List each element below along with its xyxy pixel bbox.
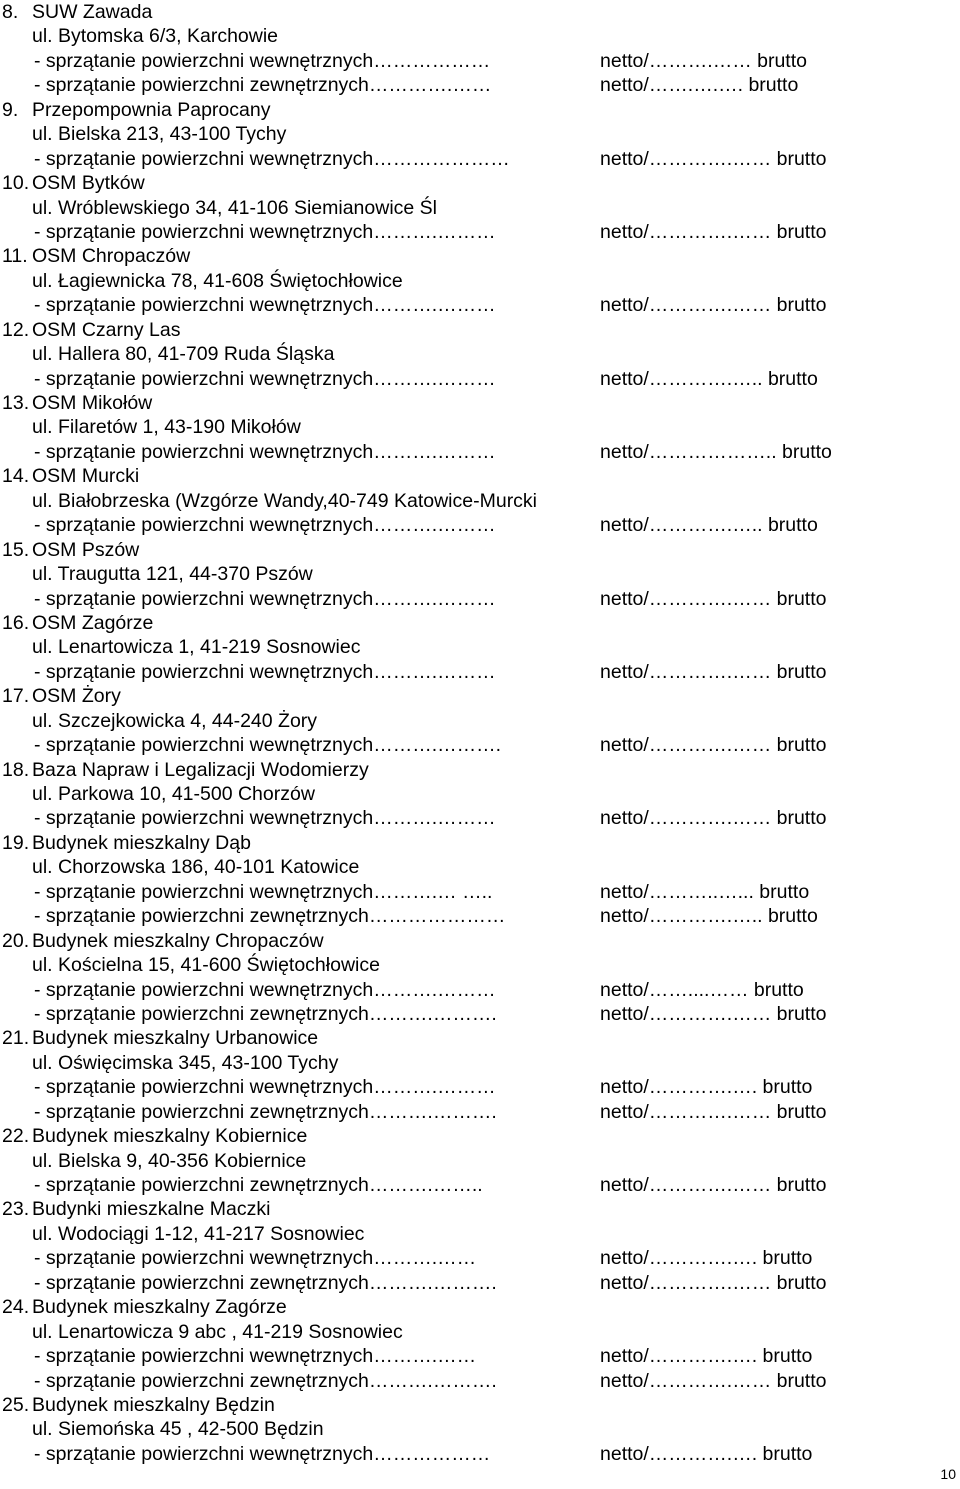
entry-address-line [0,1417,960,1441]
entry-address: ul. Kościelna 15, 41-600 Świętochłowice [32,954,380,977]
service-label: - sprzątanie powierzchni wewnętrznych……….……… [34,1076,496,1099]
service-row [0,1442,960,1466]
service-label: - sprzątanie powierzchni wewnętrznych……….… ….. [34,880,493,903]
price-field: netto/………….…… brutto [600,1369,827,1392]
entry-address-line [0,709,960,733]
entry-address: ul. Białobrzeska (Wzgórze Wandy,40-749 Katowice-Murcki [32,489,538,512]
entry-address: ul. Łagiewnicka 78, 41-608 Świętochłowice [32,269,403,292]
service-label: - sprzątanie powierzchni wewnętrznych……….……… [34,440,496,463]
entry-heading [0,0,960,24]
service-row [0,1369,960,1393]
service-row [0,1344,960,1368]
entry-name: Przepompownia Paprocany [32,98,271,121]
service-label: - sprzątanie powierzchni wewnętrznych……………… [34,49,491,72]
entry-address: ul. Chorzowska 186, 40-101 Katowice [32,856,360,879]
price-field: netto/………….…. brutto [600,1442,813,1465]
service-label: - sprzątanie powierzchni zewnętrznych………….…… [34,74,492,97]
service-label: - sprzątanie powierzchni wewnętrznych……….……… [34,807,496,830]
entry-heading [0,1393,960,1417]
entry-number: 14. [2,465,30,488]
entry-address: ul. Hallera 80, 41-709 Ruda Śląska [32,343,335,366]
entry-address: ul. Lenartowicza 9 abc , 41-219 Sosnowiec [32,1320,403,1343]
entry-number: 21. [2,1027,30,1050]
entry-heading [0,684,960,708]
price-field: netto/………….…… brutto [600,1002,827,1025]
service-label: - sprzątanie powierzchni wewnętrznych……….…… [34,1345,477,1368]
entry-number: 23. [2,1198,30,1221]
entry-name: OSM Murcki [32,465,140,488]
service-row [0,1246,960,1270]
entry-address: ul. Parkowa 10, 41-500 Chorzów [32,783,315,805]
entry-address: ul. Wróblewskiego 34, 41-106 Siemianowice Śl [32,196,438,219]
service-row [0,367,960,391]
price-field: netto/………….….. brutto [600,367,818,390]
entry-heading [0,758,960,782]
service-row [0,147,960,171]
entry-number: 8. [2,1,19,23]
entry-name: Budynki mieszkalne Maczki [32,1198,271,1221]
service-row [0,220,960,244]
entry-address: ul. Filaretów 1, 43-190 Mikołów [32,416,301,439]
entry-address: ul. Traugutta 121, 44-370 Pszów [32,563,313,586]
price-field: netto/………….…. brutto [600,1076,813,1099]
price-field: netto/………….….. brutto [600,905,818,928]
entry-name: OSM Zagórze [32,611,154,634]
service-row [0,733,960,757]
service-label: - sprzątanie powierzchni wewnętrznych……….……… [34,514,496,537]
entry-name: OSM Pszów [32,538,140,561]
entry-address-line [0,635,960,659]
service-label: - sprzątanie powierzchni wewnętrznych……….……… [34,367,496,390]
price-field: netto/………….….. brutto [600,514,818,537]
entry-address-line [0,1320,960,1344]
entry-address: ul. Szczejkowicka 4, 44-240 Żory [32,709,318,732]
entry-name: OSM Bytków [32,172,145,195]
service-row [0,880,960,904]
entry-address-line [0,342,960,366]
service-label: - sprzątanie powierzchni wewnętrznych……….……… [34,978,496,1001]
service-label: - sprzątanie powierzchni wewnętrznych……….…… [34,1247,477,1270]
entry-number: 11. [2,245,28,268]
entry-address-line [0,953,960,977]
service-row [0,49,960,73]
price-field: netto/………….…… brutto [600,147,827,170]
service-label: - sprzątanie powierzchni wewnętrznych……….……… [34,220,496,243]
entry-address: ul. Oświęcimska 345, 43-100 Tychy [32,1051,339,1074]
entry-heading [0,538,960,562]
service-label: - sprzątanie powierzchni zewnętrznych……….………. [34,1100,497,1123]
entry-number: 12. [2,318,30,341]
service-row [0,904,960,928]
entry-heading [0,318,960,342]
entry-name: Budynek mieszkalny Urbanowice [32,1027,319,1050]
entry-name: OSM Chropaczów [32,245,191,268]
service-row [0,1075,960,1099]
entry-number: 10. [2,172,30,195]
price-field: netto/………….…… brutto [600,1174,827,1196]
price-field: netto/………….…… brutto [600,807,827,830]
entry-number: 18. [2,758,30,781]
service-row [0,1002,960,1026]
service-label: - sprzątanie powierzchni wewnętrznych……….……… [34,587,496,610]
service-row [0,1271,960,1295]
entry-number: 15. [2,538,30,561]
service-label: - sprzątanie powierzchni zewnętrznych……….………. [34,1002,497,1025]
price-field: netto/………….…… brutto [600,220,827,243]
entry-number: 24. [2,1296,30,1319]
price-field: netto/……………….. brutto [600,440,832,463]
entry-heading [0,464,960,488]
entry-heading [0,929,960,953]
entry-name: Budynek mieszkalny Kobiernice [32,1125,308,1148]
entry-name: Budynek mieszkalny Dąb [32,831,251,854]
price-field: netto/…….….…. brutto [600,74,799,97]
price-field: netto/……....…… brutto [600,978,804,1001]
entry-name: OSM Czarny Las [32,318,181,341]
price-field: netto/………….…… brutto [600,1100,827,1123]
entry-heading [0,1295,960,1319]
service-label: - sprzątanie powierzchni wewnętrznych……….……… [34,660,496,683]
price-field: netto/………….…… brutto [600,1271,827,1294]
entry-address-line [0,269,960,293]
service-label: - sprzątanie powierzchni wewnętrznych……………… [34,1442,491,1465]
service-label: - sprzątanie powierzchni wewnętrznych………………… [34,147,510,170]
entry-address-line [0,24,960,48]
entry-number: 19. [2,831,30,854]
price-field: netto/………….…. brutto [600,1247,813,1270]
entry-heading [0,1124,960,1148]
entry-heading [0,1026,960,1050]
entry-heading [0,831,960,855]
page-number: 10 [940,1466,956,1482]
service-label: - sprzątanie powierzchni zewnętrznych………………… [34,905,506,928]
entry-address: ul. Bytomska 6/3, Karchowie [32,25,279,48]
entry-address-line [0,489,960,513]
entry-number: 16. [2,611,30,634]
entry-address-line [0,122,960,146]
entry-number: 25. [2,1393,30,1416]
entry-address: ul. Bielska 213, 43-100 Tychy [32,123,287,146]
entry-address-line [0,1222,960,1246]
service-row [0,440,960,464]
price-field: netto/………….…. brutto [600,1345,813,1368]
entry-number: 9. [2,98,19,121]
entry-address-line [0,1051,960,1075]
entry-heading [0,244,960,268]
entry-address-line [0,562,960,586]
entry-name: OSM Żory [32,685,121,708]
price-field: netto/………….…… brutto [600,294,827,317]
service-label: - sprzątanie powierzchni wewnętrznych……….……… [34,294,496,317]
service-row [0,660,960,684]
entry-address-line [0,782,960,806]
entry-address-line [0,1149,960,1173]
price-field: netto/………..…... brutto [600,880,810,903]
price-field: netto/……….…… brutto [600,49,807,72]
entry-number: 13. [2,392,30,414]
entry-number: 17. [2,685,30,708]
service-row [0,1100,960,1124]
entry-address-line [0,415,960,439]
entry-number: 20. [2,929,30,952]
price-field: netto/………….…… brutto [600,734,827,757]
entry-heading [0,1197,960,1221]
service-label: - sprzątanie powierzchni zewnętrznych……….………. [34,1271,497,1294]
entry-address-line [0,855,960,879]
entry-name: Budynek mieszkalny Chropaczów [32,929,324,952]
entry-heading [0,611,960,635]
service-row [0,73,960,97]
entry-address: ul. Siemońska 45 , 42-500 Będzin [32,1418,324,1441]
entry-number: 22. [2,1125,30,1148]
service-row [0,1173,960,1197]
entry-name: Budynek mieszkalny Będzin [32,1393,275,1416]
price-field: netto/………….…… brutto [600,660,827,683]
service-row [0,806,960,830]
service-label: - sprzątanie powierzchni zewnętrznych……….…….. [34,1174,483,1196]
price-field: netto/………….…… brutto [600,587,827,610]
entry-name: SUW Zawada [32,1,153,23]
service-row [0,587,960,611]
entry-heading [0,171,960,195]
service-label: - sprzątanie powierzchni wewnętrznych……….………. [34,734,502,757]
entry-address-line [0,196,960,220]
entry-name: Baza Napraw i Legalizacji Wodomierzy [32,758,369,781]
entry-name: Budynek mieszkalny Zagórze [32,1296,287,1319]
entry-heading [0,391,960,415]
entry-address: ul. Lenartowicza 1, 41-219 Sosnowiec [32,636,361,659]
service-row [0,513,960,537]
service-row [0,978,960,1002]
entry-address: ul. Wodociągi 1-12, 41-217 Sosnowiec [32,1222,365,1245]
entry-heading [0,98,960,122]
service-label: - sprzątanie powierzchni zewnętrznych……….………. [34,1369,497,1392]
entry-name: OSM Mikołów [32,392,153,414]
service-row [0,293,960,317]
entry-address: ul. Bielska 9, 40-356 Kobiernice [32,1149,307,1172]
